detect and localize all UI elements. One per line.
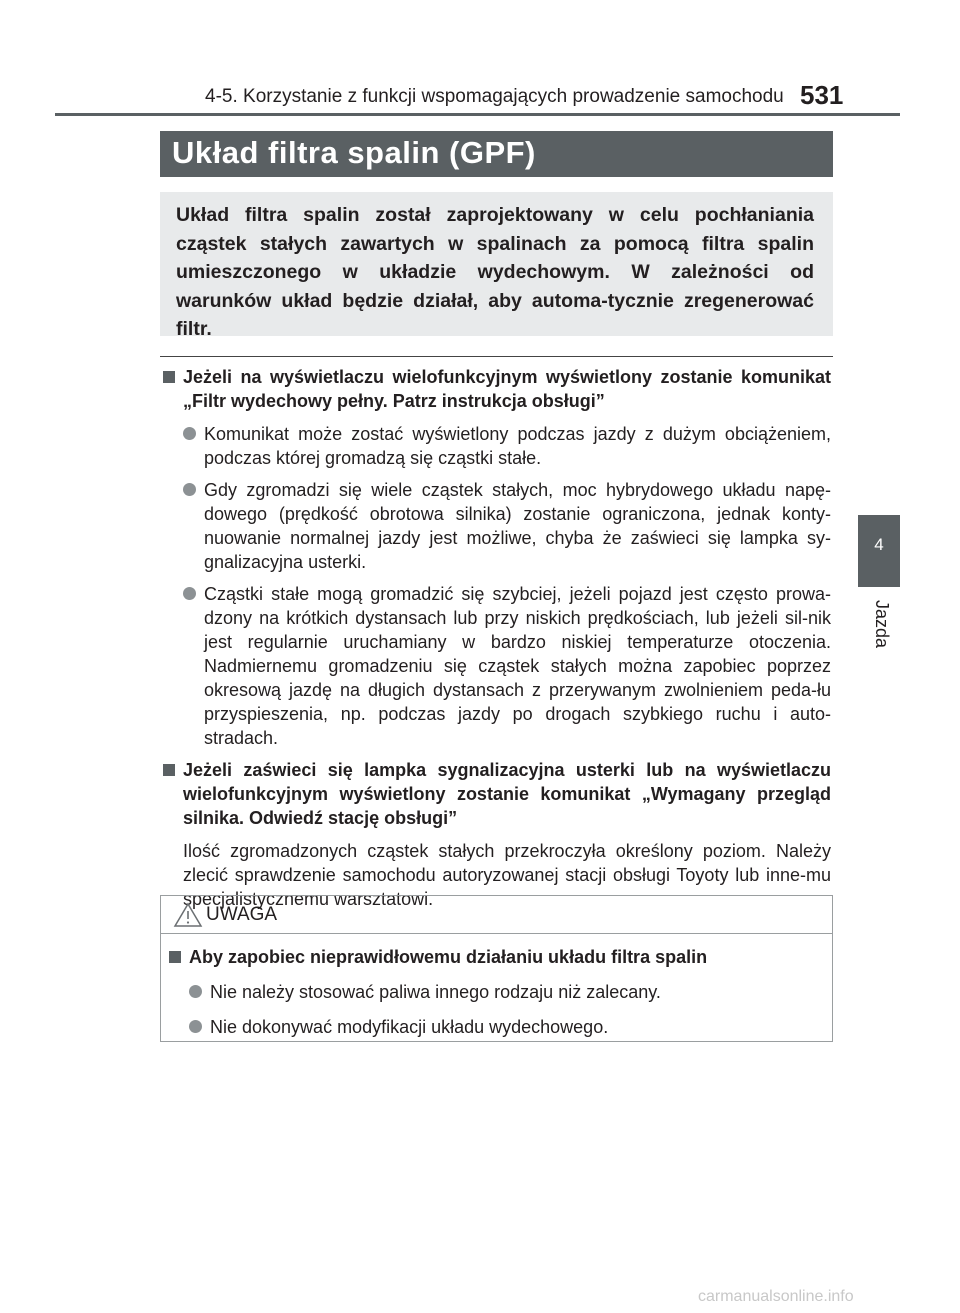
main-content <box>162 365 831 919</box>
section-divider <box>160 356 833 357</box>
section-heading: Jeżeli na wyświetlaczu wielofunkcyjnym wyświetlony zostanie komunikat „Filtr wydechowy pełny. Patrz instrukcja obsługi” <box>162 365 831 413</box>
list-item: Nie dokonywać modyfikacji układu wydechowego. <box>168 1015 823 1039</box>
running-header: 4-5. Korzystanie z funkcji wspomagających prowadzenie samochodu <box>205 86 784 107</box>
title-bar <box>160 131 833 177</box>
list-item: Cząstki stałe mogą gromadzić się szybciej, jeżeli pojazd jest często prowa-dzony na krótkich dystansach lub przy niskich prędkościach, lub jeżeli sil-nik jest regularnie uruchamiany w bardzo niskiej temperaturze otoczenia. Nadmiernemu gromadzeniu się cząstek stałych można zapobiec poprzez okresową jazdę na długich dystansach z przerywanym zwolnieniem peda-łu przyspieszenia, np. podczas jazdy po drogach szybkiego ruchu i auto-stradach. <box>162 582 831 750</box>
warning-box <box>160 895 833 1042</box>
round-bullet-icon <box>183 483 196 496</box>
intro-text: Układ filtra spalin został zaprojektowany w celu pochłaniania cząstek stałych zawartych w spalinach za pomocą filtra spalin umieszczonego w układzie wydechowym. W zależności od warunków układ będzie działał, aby automa-tycznie zregenerować filtr. <box>176 204 814 340</box>
round-bullet-icon <box>183 427 196 440</box>
warning-triangle-icon <box>173 902 203 928</box>
section-heading: Jeżeli zaświeci się lampka sygnalizacyjna usterki lub na wyświetlaczu wielofunkcyjnym wyświetlony zostanie komunikat „Wymagany przegląd silnika. Odwiedź stację obsługi” <box>162 758 831 830</box>
page-number: 531 <box>800 80 844 110</box>
warning-header <box>161 896 832 934</box>
square-bullet-icon <box>163 764 175 776</box>
warning-label: UWAGA <box>206 904 278 925</box>
header-rule <box>55 113 900 116</box>
square-bullet-icon <box>163 371 175 383</box>
warning-heading: Aby zapobiec nieprawidłowemu działaniu układu filtra spalin <box>168 945 823 969</box>
round-bullet-icon <box>189 1020 202 1033</box>
list-item: Gdy zgromadzi się wiele cząstek stałych, moc hybrydowego układu napę-dowego (prędkość obrotowa silnika) zostanie ograniczona, jednak konty-nuowanie normalnej jazdy jest możliwe, chyba że zaświeci się lampka sy-gnalizacyjna usterki. <box>162 478 831 574</box>
square-bullet-icon <box>169 951 181 963</box>
round-bullet-icon <box>183 587 196 600</box>
intro-box <box>160 192 833 340</box>
chapter-tab: 4 <box>858 515 900 587</box>
list-item: Komunikat może zostać wyświetlony podczas jazdy z dużym obciążeniem, podczas której gromadzą się cząstki stałe. <box>162 422 831 470</box>
warning-body <box>168 945 823 1050</box>
round-bullet-icon <box>189 985 202 998</box>
list-item: Nie należy stosować paliwa innego rodzaju niż zalecany. <box>168 980 823 1004</box>
page-title: Układ filtra spalin (GPF) <box>172 135 536 170</box>
chapter-label: Jazda <box>872 600 892 649</box>
section-paragraph: Ilość zgromadzonych cząstek stałych przekroczyła określony poziom. Należy zlecić sprawdzenie samochodu autoryzowanej stacji obsługi Toyoty lub inne-mu specjalistycznemu warsztatowi. <box>183 841 831 909</box>
watermark: carmanualsonline.info <box>698 1288 854 1305</box>
